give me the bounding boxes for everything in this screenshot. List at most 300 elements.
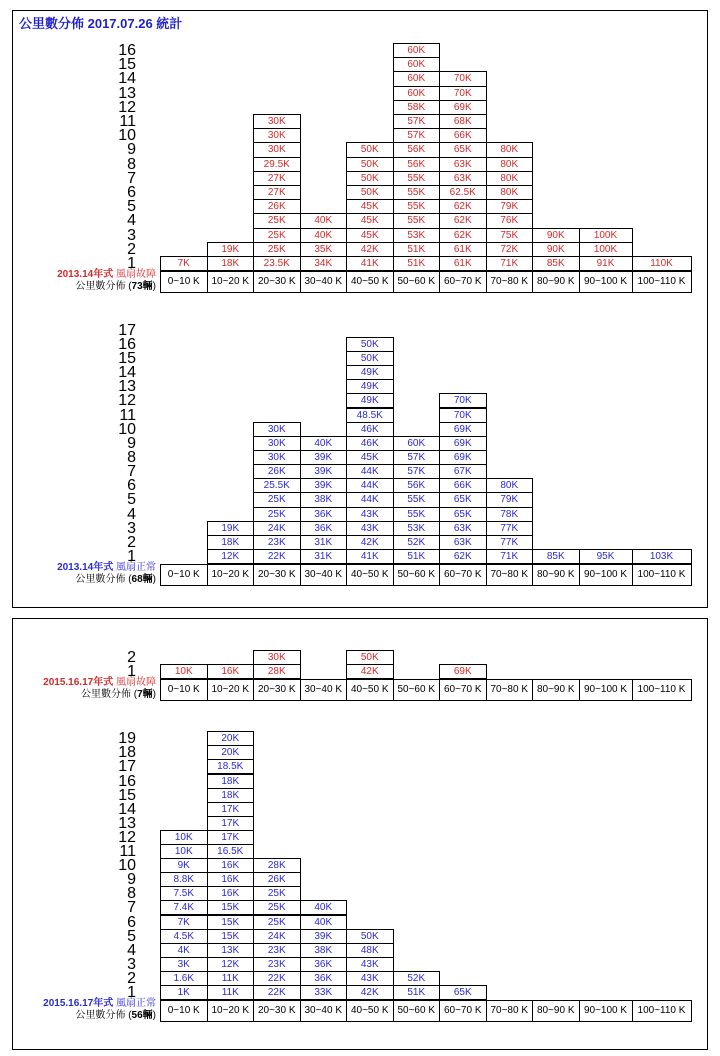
data-cell: 45K bbox=[346, 450, 394, 465]
data-cell: 15K bbox=[207, 915, 255, 930]
data-cell: 63K bbox=[439, 157, 487, 172]
x-category-label: 0~10 K bbox=[160, 564, 208, 586]
data-cell: 49K bbox=[346, 365, 394, 380]
data-cell: 1K bbox=[160, 985, 208, 1000]
data-cell: 39K bbox=[300, 478, 348, 493]
data-cell: 51K bbox=[393, 549, 441, 564]
data-cell: 80K bbox=[486, 157, 534, 172]
y-tick-label: 9 bbox=[127, 434, 136, 452]
data-cell: 26K bbox=[253, 872, 301, 887]
data-cell: 63K bbox=[439, 171, 487, 186]
data-cell: 55K bbox=[393, 507, 441, 522]
data-cell: 50K bbox=[346, 171, 394, 186]
data-cell: 57K bbox=[393, 114, 441, 129]
x-category-label: 100~110 K bbox=[632, 1000, 692, 1022]
x-category-label: 50~60 K bbox=[393, 1000, 441, 1022]
data-cell: 28K bbox=[253, 858, 301, 873]
data-cell: 41K bbox=[346, 256, 394, 271]
data-cell: 25K bbox=[253, 242, 301, 257]
data-cell: 23K bbox=[253, 957, 301, 972]
data-cell: 78K bbox=[486, 507, 534, 522]
data-cell: 42K bbox=[346, 535, 394, 550]
data-cell: 71K bbox=[486, 256, 534, 271]
y-tick-label: 3 bbox=[127, 955, 136, 973]
x-category-label: 0~10 K bbox=[160, 271, 208, 293]
data-cell: 25K bbox=[253, 886, 301, 901]
data-cell: 30K bbox=[253, 650, 301, 665]
data-cell: 69K bbox=[439, 100, 487, 115]
y-tick-label: 11 bbox=[119, 113, 136, 130]
x-category-label: 60~70 K bbox=[439, 564, 487, 586]
y-tick-label: 14 bbox=[118, 70, 136, 88]
data-cell: 30K bbox=[253, 128, 301, 143]
data-cell: 50K bbox=[346, 351, 394, 366]
data-cell: 7.4K bbox=[160, 900, 208, 915]
data-cell: 15K bbox=[207, 900, 255, 915]
x-category-label: 20~30 K bbox=[253, 271, 301, 293]
y-tick-label: 16 bbox=[118, 772, 136, 790]
data-cell: 62K bbox=[439, 228, 487, 243]
x-category-label: 10~20 K bbox=[207, 271, 255, 293]
data-cell: 15K bbox=[207, 929, 255, 944]
series-label bbox=[14, 677, 156, 701]
data-cell: 70K bbox=[439, 393, 487, 408]
y-tick-label: 2 bbox=[127, 533, 136, 551]
data-cell: 80K bbox=[486, 142, 534, 157]
x-category-label: 70~80 K bbox=[486, 564, 534, 586]
x-category-label: 90~100 K bbox=[579, 271, 633, 293]
data-cell: 63K bbox=[439, 535, 487, 550]
data-cell: 69K bbox=[439, 422, 487, 437]
y-tick-label: 8 bbox=[127, 448, 136, 466]
data-cell: 61K bbox=[439, 242, 487, 257]
data-cell: 49K bbox=[346, 379, 394, 394]
data-cell: 25.5K bbox=[253, 478, 301, 493]
data-cell: 110K bbox=[632, 256, 692, 271]
data-cell: 65K bbox=[439, 985, 487, 1000]
data-cell: 67K bbox=[439, 464, 487, 479]
x-category-label: 100~110 K bbox=[632, 564, 692, 586]
series-count bbox=[14, 689, 156, 701]
x-category-label: 80~90 K bbox=[532, 564, 580, 586]
data-cell: 10K bbox=[160, 830, 208, 845]
data-cell: 50K bbox=[346, 929, 394, 944]
data-cell: 33K bbox=[300, 985, 348, 1000]
series-label bbox=[14, 562, 156, 586]
data-cell: 50K bbox=[346, 157, 394, 172]
data-cell: 62K bbox=[439, 213, 487, 228]
series-label-line1 bbox=[14, 562, 156, 574]
data-cell: 103K bbox=[632, 549, 692, 564]
x-category-label: 80~90 K bbox=[532, 1000, 580, 1022]
data-cell: 60K bbox=[393, 71, 441, 86]
series-count-prefix: 公里數分佈 ( bbox=[75, 281, 132, 292]
data-cell: 16K bbox=[207, 858, 255, 873]
y-tick-label: 10 bbox=[118, 857, 136, 875]
y-tick-label: 6 bbox=[127, 913, 136, 931]
data-cell: 40K bbox=[300, 900, 348, 915]
y-tick-label: 11 bbox=[119, 843, 136, 860]
data-cell: 58K bbox=[393, 100, 441, 115]
x-category-label: 90~100 K bbox=[579, 679, 633, 701]
data-cell: 42K bbox=[346, 664, 394, 679]
data-cell: 26K bbox=[253, 199, 301, 214]
data-cell: 24K bbox=[253, 929, 301, 944]
data-cell: 56K bbox=[393, 478, 441, 493]
data-cell: 49K bbox=[346, 393, 394, 408]
data-cell: 29.5K bbox=[253, 157, 301, 172]
data-cell: 65K bbox=[439, 507, 487, 522]
x-category-label: 100~110 K bbox=[632, 679, 692, 701]
series-status: 風扇故障 bbox=[113, 269, 156, 280]
y-tick-label: 17 bbox=[118, 758, 136, 776]
data-cell: 52K bbox=[393, 535, 441, 550]
data-cell: 11K bbox=[207, 971, 255, 986]
data-cell: 28K bbox=[253, 664, 301, 679]
y-tick-label: 4 bbox=[127, 505, 136, 523]
data-cell: 57K bbox=[393, 128, 441, 143]
x-category-label: 40~50 K bbox=[346, 1000, 394, 1022]
data-cell: 57K bbox=[393, 464, 441, 479]
data-cell: 17K bbox=[207, 830, 255, 845]
data-cell: 50K bbox=[346, 337, 394, 352]
data-cell: 22K bbox=[253, 985, 301, 1000]
data-cell: 26K bbox=[253, 464, 301, 479]
x-category-label: 30~40 K bbox=[300, 1000, 348, 1022]
data-cell: 45K bbox=[346, 199, 394, 214]
x-category-label: 70~80 K bbox=[486, 271, 534, 293]
data-cell: 51K bbox=[393, 985, 441, 1000]
data-cell: 39K bbox=[300, 464, 348, 479]
series-count-suffix: ) bbox=[152, 281, 156, 292]
data-cell: 31K bbox=[300, 535, 348, 550]
y-tick-label: 14 bbox=[118, 800, 136, 818]
x-category-label: 50~60 K bbox=[393, 679, 441, 701]
y-tick-label: 13 bbox=[118, 378, 136, 396]
x-category-label: 80~90 K bbox=[532, 679, 580, 701]
x-category-label: 30~40 K bbox=[300, 564, 348, 586]
data-cell: 36K bbox=[300, 957, 348, 972]
data-cell: 63K bbox=[439, 521, 487, 536]
data-cell: 68K bbox=[439, 114, 487, 129]
data-cell: 43K bbox=[346, 971, 394, 986]
data-cell: 36K bbox=[300, 971, 348, 986]
x-category-label: 20~30 K bbox=[253, 564, 301, 586]
y-tick-label: 13 bbox=[118, 814, 136, 832]
y-tick-label: 1 bbox=[127, 548, 136, 565]
data-cell: 44K bbox=[346, 464, 394, 479]
y-tick-label: 2 bbox=[127, 240, 136, 258]
data-cell: 10K bbox=[160, 664, 208, 679]
y-tick-label: 19 bbox=[118, 730, 136, 748]
data-cell: 44K bbox=[346, 478, 394, 493]
data-cell: 56K bbox=[393, 142, 441, 157]
series-label-line1 bbox=[14, 998, 156, 1010]
data-cell: 18K bbox=[207, 788, 255, 803]
y-tick-label: 15 bbox=[118, 56, 136, 74]
data-cell: 30K bbox=[253, 114, 301, 129]
series-year: 2015.16.17年式 bbox=[43, 998, 114, 1009]
data-cell: 19K bbox=[207, 242, 255, 257]
data-cell: 70K bbox=[439, 408, 487, 423]
data-cell: 90K bbox=[532, 242, 580, 257]
data-cell: 20K bbox=[207, 745, 255, 760]
data-cell: 30K bbox=[253, 142, 301, 157]
data-cell: 9K bbox=[160, 858, 208, 873]
series-label bbox=[14, 998, 156, 1022]
data-cell: 43K bbox=[346, 507, 394, 522]
data-cell: 18K bbox=[207, 256, 255, 271]
y-tick-label: 16 bbox=[118, 42, 136, 59]
data-cell: 4K bbox=[160, 943, 208, 958]
x-category-label: 30~40 K bbox=[300, 679, 348, 701]
series-count-value: 68輛 bbox=[131, 574, 153, 585]
data-cell: 39K bbox=[300, 929, 348, 944]
y-tick-label: 15 bbox=[118, 349, 136, 367]
data-cell: 25K bbox=[253, 492, 301, 507]
data-cell: 62K bbox=[439, 199, 487, 214]
series-count-suffix: ) bbox=[152, 1010, 156, 1021]
data-cell: 50K bbox=[346, 650, 394, 665]
data-cell: 85K bbox=[532, 549, 580, 564]
data-cell: 100K bbox=[579, 242, 633, 257]
y-tick-label: 12 bbox=[118, 828, 136, 846]
data-cell: 40K bbox=[300, 228, 348, 243]
data-cell: 25K bbox=[253, 213, 301, 228]
series-count-prefix: 公里數分佈 ( bbox=[80, 689, 138, 700]
data-cell: 80K bbox=[486, 478, 534, 493]
data-cell: 50K bbox=[346, 185, 394, 200]
series-count-value: 56輛 bbox=[131, 1010, 153, 1021]
y-tick-label: 13 bbox=[118, 84, 136, 102]
x-category-label: 70~80 K bbox=[486, 1000, 534, 1022]
series-year: 2013.14年式 bbox=[57, 562, 114, 573]
x-category-label: 40~50 K bbox=[346, 271, 394, 293]
series-count-prefix: 公里數分佈 ( bbox=[75, 574, 132, 585]
data-cell: 44K bbox=[346, 492, 394, 507]
data-cell: 17K bbox=[207, 816, 255, 831]
series-year: 2015.16.17年式 bbox=[43, 677, 114, 688]
data-cell: 23.5K bbox=[253, 256, 301, 271]
y-tick-label: 7 bbox=[127, 463, 136, 481]
series-count-prefix: 公里數分佈 ( bbox=[75, 1010, 132, 1021]
data-cell: 100K bbox=[579, 228, 633, 243]
data-cell: 65K bbox=[439, 142, 487, 157]
data-cell: 3K bbox=[160, 957, 208, 972]
data-cell: 30K bbox=[253, 422, 301, 437]
y-tick-label: 9 bbox=[127, 141, 136, 159]
data-cell: 19K bbox=[207, 521, 255, 536]
data-cell: 42K bbox=[346, 985, 394, 1000]
x-category-label: 20~30 K bbox=[253, 1000, 301, 1022]
data-cell: 24K bbox=[253, 521, 301, 536]
data-cell: 72K bbox=[486, 242, 534, 257]
y-tick-label: 4 bbox=[127, 941, 136, 959]
series-count-value: 73輛 bbox=[131, 281, 153, 292]
data-cell: 18.5K bbox=[207, 759, 255, 774]
y-tick-label: 4 bbox=[127, 212, 136, 230]
x-category-label: 100~110 K bbox=[632, 271, 692, 293]
data-cell: 8.8K bbox=[160, 872, 208, 887]
data-cell: 7K bbox=[160, 915, 208, 930]
data-cell: 41K bbox=[346, 549, 394, 564]
series-status: 風扇正常 bbox=[113, 998, 156, 1009]
data-cell: 76K bbox=[486, 213, 534, 228]
data-cell: 60K bbox=[393, 43, 441, 58]
series-count-value: 7輛 bbox=[137, 689, 153, 700]
data-cell: 60K bbox=[393, 57, 441, 72]
y-tick-label: 7 bbox=[127, 169, 136, 187]
data-cell: 16K bbox=[207, 872, 255, 887]
data-cell: 80K bbox=[486, 185, 534, 200]
data-cell: 65K bbox=[439, 492, 487, 507]
series-label-line1 bbox=[14, 677, 156, 689]
y-tick-label: 14 bbox=[118, 364, 136, 382]
data-cell: 23K bbox=[253, 943, 301, 958]
y-tick-label: 18 bbox=[118, 744, 136, 762]
data-cell: 30K bbox=[253, 450, 301, 465]
data-cell: 90K bbox=[532, 228, 580, 243]
series-status: 風扇正常 bbox=[113, 562, 156, 573]
data-cell: 45K bbox=[346, 213, 394, 228]
x-category-label: 80~90 K bbox=[532, 271, 580, 293]
y-tick-label: 8 bbox=[127, 155, 136, 173]
x-category-label: 30~40 K bbox=[300, 271, 348, 293]
data-cell: 56K bbox=[393, 157, 441, 172]
series-status: 風扇故障 bbox=[113, 677, 156, 688]
y-tick-label: 2 bbox=[127, 969, 136, 987]
y-tick-label: 7 bbox=[127, 899, 136, 917]
data-cell: 62K bbox=[439, 549, 487, 564]
data-cell: 55K bbox=[393, 213, 441, 228]
data-cell: 55K bbox=[393, 185, 441, 200]
x-category-label: 60~70 K bbox=[439, 1000, 487, 1022]
data-cell: 25K bbox=[253, 915, 301, 930]
data-cell: 55K bbox=[393, 171, 441, 186]
y-tick-label: 11 bbox=[119, 406, 136, 424]
data-cell: 70K bbox=[439, 71, 487, 86]
data-cell: 40K bbox=[300, 213, 348, 228]
data-cell: 12K bbox=[207, 957, 255, 972]
y-tick-label: 10 bbox=[118, 127, 136, 145]
data-cell: 69K bbox=[439, 664, 487, 679]
series-label-line1 bbox=[14, 269, 156, 281]
data-cell: 61K bbox=[439, 256, 487, 271]
page-title: 公里數分佈 2017.07.26 統計 bbox=[19, 16, 183, 31]
data-cell: 57K bbox=[393, 450, 441, 465]
data-cell: 48.5K bbox=[346, 408, 394, 423]
data-cell: 95K bbox=[579, 549, 633, 564]
y-tick-label: 5 bbox=[127, 491, 136, 509]
data-cell: 17K bbox=[207, 802, 255, 817]
y-tick-label: 5 bbox=[127, 198, 136, 216]
data-cell: 18K bbox=[207, 535, 255, 550]
data-cell: 80K bbox=[486, 171, 534, 186]
data-cell: 7K bbox=[160, 256, 208, 271]
data-cell: 43K bbox=[346, 957, 394, 972]
x-category-label: 20~30 K bbox=[253, 679, 301, 701]
data-cell: 51K bbox=[393, 242, 441, 257]
data-cell: 27K bbox=[253, 171, 301, 186]
data-cell: 46K bbox=[346, 422, 394, 437]
data-cell: 79K bbox=[486, 199, 534, 214]
series-count-suffix: ) bbox=[152, 689, 156, 700]
series-count-suffix: ) bbox=[152, 574, 156, 585]
data-cell: 60K bbox=[393, 436, 441, 451]
data-cell: 16.5K bbox=[207, 844, 255, 859]
y-tick-label: 12 bbox=[118, 392, 136, 410]
y-tick-label: 10 bbox=[118, 420, 136, 438]
x-category-label: 0~10 K bbox=[160, 679, 208, 701]
y-tick-label: 12 bbox=[118, 98, 136, 116]
series-count bbox=[14, 574, 156, 586]
x-category-label: 10~20 K bbox=[207, 564, 255, 586]
data-cell: 75K bbox=[486, 228, 534, 243]
series-label bbox=[14, 269, 156, 293]
data-cell: 40K bbox=[300, 436, 348, 451]
data-cell: 12K bbox=[207, 549, 255, 564]
x-category-label: 90~100 K bbox=[579, 564, 633, 586]
x-category-label: 70~80 K bbox=[486, 679, 534, 701]
y-tick-label: 9 bbox=[127, 871, 136, 889]
data-cell: 13K bbox=[207, 943, 255, 958]
data-cell: 70K bbox=[439, 86, 487, 101]
data-cell: 16K bbox=[207, 886, 255, 901]
y-tick-label: 15 bbox=[118, 786, 136, 804]
x-category-label: 10~20 K bbox=[207, 679, 255, 701]
x-category-label: 0~10 K bbox=[160, 1000, 208, 1022]
data-cell: 4.5K bbox=[160, 929, 208, 944]
data-cell: 30K bbox=[253, 436, 301, 451]
data-cell: 10K bbox=[160, 844, 208, 859]
data-cell: 77K bbox=[486, 535, 534, 550]
data-cell: 55K bbox=[393, 199, 441, 214]
y-tick-label: 1 bbox=[127, 663, 136, 680]
x-category-label: 50~60 K bbox=[393, 271, 441, 293]
y-tick-label: 1 bbox=[127, 255, 136, 272]
data-cell: 31K bbox=[300, 549, 348, 564]
x-category-label: 40~50 K bbox=[346, 679, 394, 701]
data-cell: 22K bbox=[253, 549, 301, 564]
data-cell: 69K bbox=[439, 436, 487, 451]
data-cell: 25K bbox=[253, 507, 301, 522]
data-cell: 35K bbox=[300, 242, 348, 257]
data-cell: 40K bbox=[300, 915, 348, 930]
x-category-label: 60~70 K bbox=[439, 271, 487, 293]
data-cell: 20K bbox=[207, 731, 255, 746]
data-cell: 45K bbox=[346, 228, 394, 243]
y-tick-label: 3 bbox=[127, 519, 136, 537]
data-cell: 1.6K bbox=[160, 971, 208, 986]
data-cell: 62.5K bbox=[439, 185, 487, 200]
data-cell: 22K bbox=[253, 971, 301, 986]
y-tick-label: 2 bbox=[127, 648, 136, 666]
y-tick-label: 8 bbox=[127, 885, 136, 903]
data-cell: 91K bbox=[579, 256, 633, 271]
data-cell: 53K bbox=[393, 228, 441, 243]
data-cell: 11K bbox=[207, 985, 255, 1000]
series-year: 2013.14年式 bbox=[57, 269, 114, 280]
data-cell: 85K bbox=[532, 256, 580, 271]
data-cell: 36K bbox=[300, 507, 348, 522]
data-cell: 25K bbox=[253, 228, 301, 243]
series-count bbox=[14, 1010, 156, 1022]
data-cell: 60K bbox=[393, 86, 441, 101]
data-cell: 55K bbox=[393, 492, 441, 507]
data-cell: 7.5K bbox=[160, 886, 208, 901]
y-tick-label: 1 bbox=[127, 984, 136, 1001]
x-category-label: 60~70 K bbox=[439, 679, 487, 701]
